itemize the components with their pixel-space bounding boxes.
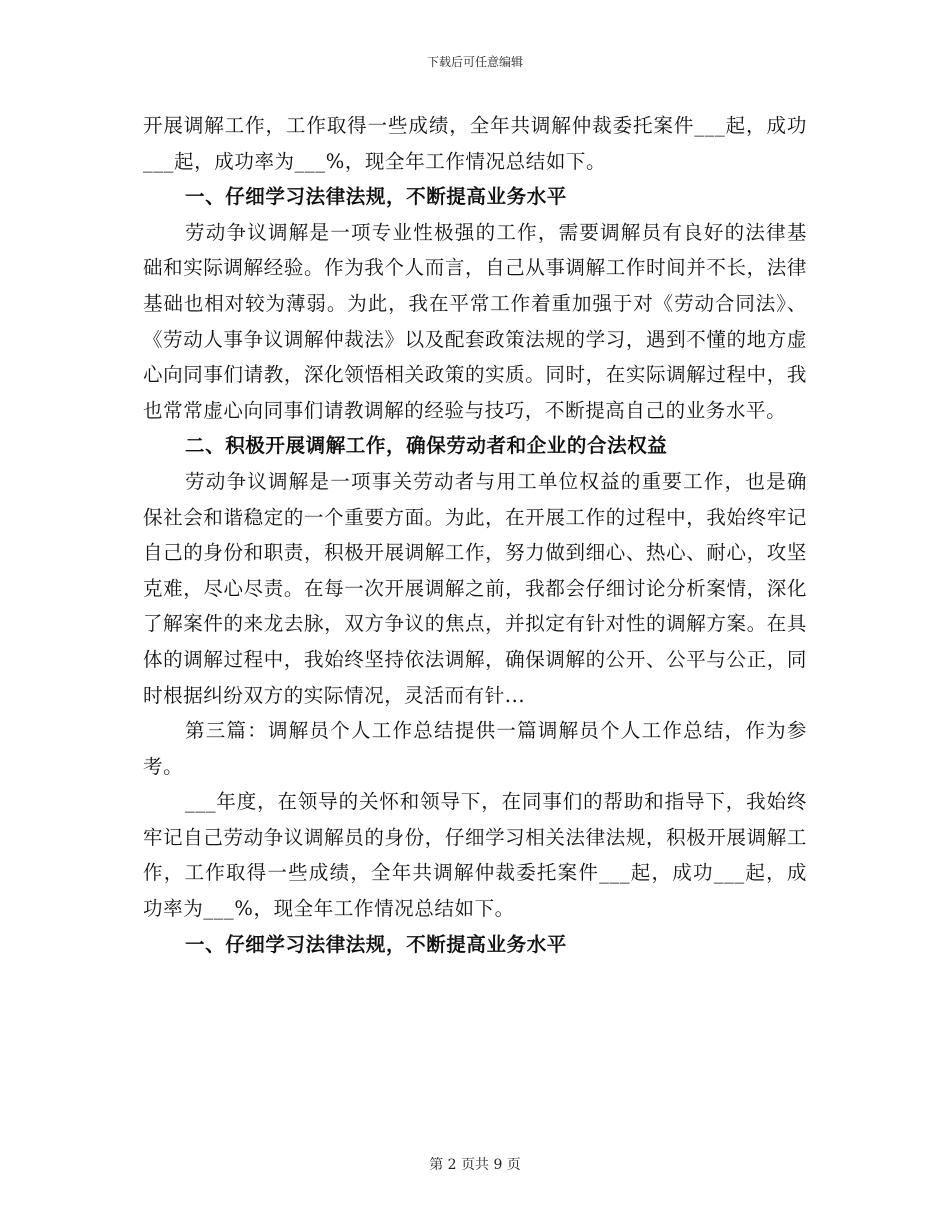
section-heading-1: 一、仔细学习法律法规，不断提高业务水平 (185, 185, 567, 209)
paragraph-study-laws: 劳动争议调解是一项专业性极强的工作，需要调解员有良好的法律基础和实际调解经验。作为我个人而言，自己从事调解工作时间并不长，法律基础也相对较为薄弱。为此，我在平常工作着重加强于对《劳动合同法》、《劳动人事争议调解仲裁法》以及配套政策法规的学习，遇到不懂的地方虚心向同事们请教，深化领悟相关政策的实质。同时，在实际调解过程中，我也常常虚心向同事们请教调解的经验与技巧，不断提高自己的业务水平。 (143, 220, 807, 422)
section-heading-2: 二、积极开展调解工作，确保劳动者和企业的合法权益 (185, 434, 668, 458)
paragraph-annual-summary: ___年度，在领导的关怀和领导下，在同事们的帮助和指导下，我始终牢记自己劳动争议调解员的身份，仔细学习相关法律法规，积极开展调解工作，工作取得一些成绩，全年共调解仲裁委托案件___起，成功___起，成功率为___%，现全年工作情况总结如下。 (143, 790, 807, 921)
section-heading-1-repeat: 一、仔细学习法律法规，不断提高业务水平 (185, 932, 567, 956)
page-number: 第 2 页共 9 页 (429, 1157, 521, 1173)
page-header-note: 下载后可任意编辑 (426, 55, 523, 69)
paragraph-third-article-intro: 第三篇：调解员个人工作总结提供一篇调解员个人工作总结，作为参考。 (143, 719, 807, 778)
paragraph-mediation-work: 劳动争议调解是一项事关劳动者与用工单位权益的重要工作，也是确保社会和谐稳定的一个重要方面。为此，在开展工作的过程中，我始终牢记自己的身份和职责，积极开展调解工作，努力做到细心、热心、耐心，攻坚克难，尽心尽责。在每一次开展调解之前，我都会仔细讨论分析案情，深化了解案件的来龙去脉，双方争议的焦点，并拟定有针对性的调解方案。在具体的调解过程中，我始终坚持依法调解，确保调解的公开、公平与公正，同时根据纠纷双方的实际情况，灵活而有针... (143, 469, 807, 707)
paragraph-continuation: 开展调解工作，工作取得一些成绩，全年共调解仲裁委托案件___起，成功___起，成功率为___%，现全年工作情况总结如下。 (143, 114, 807, 173)
document-body (143, 108, 807, 962)
